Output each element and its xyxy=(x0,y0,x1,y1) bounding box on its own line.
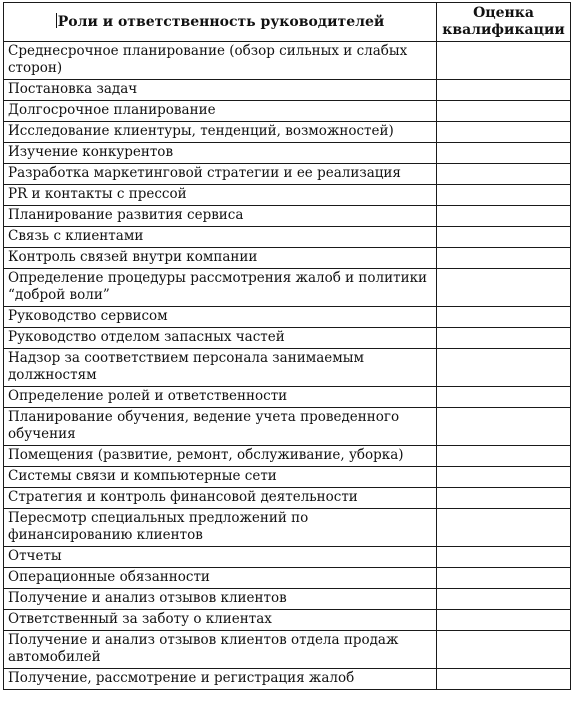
score-cell[interactable] xyxy=(437,408,571,446)
table-row xyxy=(4,80,571,101)
role-cell: Планирование обучения, ведение учета проведенного обучения xyxy=(4,408,437,446)
table-row xyxy=(4,446,571,467)
table-row xyxy=(4,307,571,328)
score-cell[interactable] xyxy=(437,631,571,669)
role-cell: Получение, рассмотрение и регистрация жалоб xyxy=(4,669,437,690)
role-cell: Планирование развития сервиса xyxy=(4,206,437,227)
table-row xyxy=(4,185,571,206)
role-cell: Долгосрочное планирование xyxy=(4,101,437,122)
header-score-line2: квалификации xyxy=(442,22,565,38)
score-cell[interactable] xyxy=(437,101,571,122)
table-row xyxy=(4,328,571,349)
table-row xyxy=(4,669,571,690)
table-row xyxy=(4,42,571,80)
score-cell[interactable] xyxy=(437,269,571,307)
score-cell[interactable] xyxy=(437,143,571,164)
role-cell: PR и контакты с прессой xyxy=(4,185,437,206)
table-row xyxy=(4,610,571,631)
score-cell[interactable] xyxy=(437,610,571,631)
role-cell: Операционные обязанности xyxy=(4,568,437,589)
table-row xyxy=(4,269,571,307)
role-cell: Определение ролей и ответственности xyxy=(4,387,437,408)
score-cell[interactable] xyxy=(437,307,571,328)
table-row xyxy=(4,248,571,269)
role-cell: Помещения (развитие, ремонт, обслуживание, уборка) xyxy=(4,446,437,467)
score-cell[interactable] xyxy=(437,206,571,227)
score-cell[interactable] xyxy=(437,122,571,143)
role-cell: Получение и анализ отзывов клиентов xyxy=(4,589,437,610)
score-cell[interactable] xyxy=(437,185,571,206)
table-row xyxy=(4,206,571,227)
score-cell[interactable] xyxy=(437,547,571,568)
role-cell: Разработка маркетинговой стратегии и ее реализация xyxy=(4,164,437,185)
role-cell: Руководство сервисом xyxy=(4,307,437,328)
roles-table xyxy=(3,2,571,690)
table-row xyxy=(4,227,571,248)
table-row xyxy=(4,568,571,589)
score-cell[interactable] xyxy=(437,328,571,349)
header-row xyxy=(4,3,571,42)
score-cell[interactable] xyxy=(437,248,571,269)
role-cell: Связь с клиентами xyxy=(4,227,437,248)
table-body xyxy=(4,42,571,690)
table-row xyxy=(4,164,571,185)
role-cell: Надзор за соответствием персонала занимаемым должностям xyxy=(4,349,437,387)
role-cell: Стратегия и контроль финансовой деятельности xyxy=(4,488,437,509)
table-row xyxy=(4,408,571,446)
role-cell: Постановка задач xyxy=(4,80,437,101)
header-role xyxy=(4,3,437,42)
score-cell[interactable] xyxy=(437,387,571,408)
score-cell[interactable] xyxy=(437,42,571,80)
score-cell[interactable] xyxy=(437,467,571,488)
role-cell: Получение и анализ отзывов клиентов отдела продаж автомобилей xyxy=(4,631,437,669)
header-score xyxy=(437,3,571,42)
role-cell: Исследование клиентуры, тенденций, возможностей) xyxy=(4,122,437,143)
text-cursor xyxy=(56,13,57,28)
role-cell: Ответственный за заботу о клиентах xyxy=(4,610,437,631)
table-row xyxy=(4,488,571,509)
score-cell[interactable] xyxy=(437,509,571,547)
table-row xyxy=(4,467,571,488)
table-row xyxy=(4,349,571,387)
role-cell: Пересмотр специальных предложений по финансированию клиентов xyxy=(4,509,437,547)
role-cell: Изучение конкурентов xyxy=(4,143,437,164)
table-header xyxy=(4,3,571,42)
score-cell[interactable] xyxy=(437,568,571,589)
table-row xyxy=(4,143,571,164)
header-score-line1: Оценка xyxy=(473,5,534,21)
score-cell[interactable] xyxy=(437,164,571,185)
role-cell: Отчеты xyxy=(4,547,437,568)
score-cell[interactable] xyxy=(437,669,571,690)
table-row xyxy=(4,387,571,408)
score-cell[interactable] xyxy=(437,80,571,101)
role-cell: Контроль связей внутри компании xyxy=(4,248,437,269)
header-role-label: Роли и ответственность руководителей xyxy=(57,14,385,30)
score-cell[interactable] xyxy=(437,227,571,248)
score-cell[interactable] xyxy=(437,349,571,387)
score-cell[interactable] xyxy=(437,446,571,467)
table-row xyxy=(4,122,571,143)
role-cell: Руководство отделом запасных частей xyxy=(4,328,437,349)
score-cell[interactable] xyxy=(437,488,571,509)
role-cell: Системы связи и компьютерные сети xyxy=(4,467,437,488)
role-cell: Определение процедуры рассмотрения жалоб и политики “доброй воли” xyxy=(4,269,437,307)
score-cell[interactable] xyxy=(437,589,571,610)
table-row xyxy=(4,589,571,610)
table-row xyxy=(4,101,571,122)
table-row xyxy=(4,509,571,547)
table-row xyxy=(4,631,571,669)
role-cell: Среднесрочное планирование (обзор сильных и слабых сторон) xyxy=(4,42,437,80)
table-row xyxy=(4,547,571,568)
